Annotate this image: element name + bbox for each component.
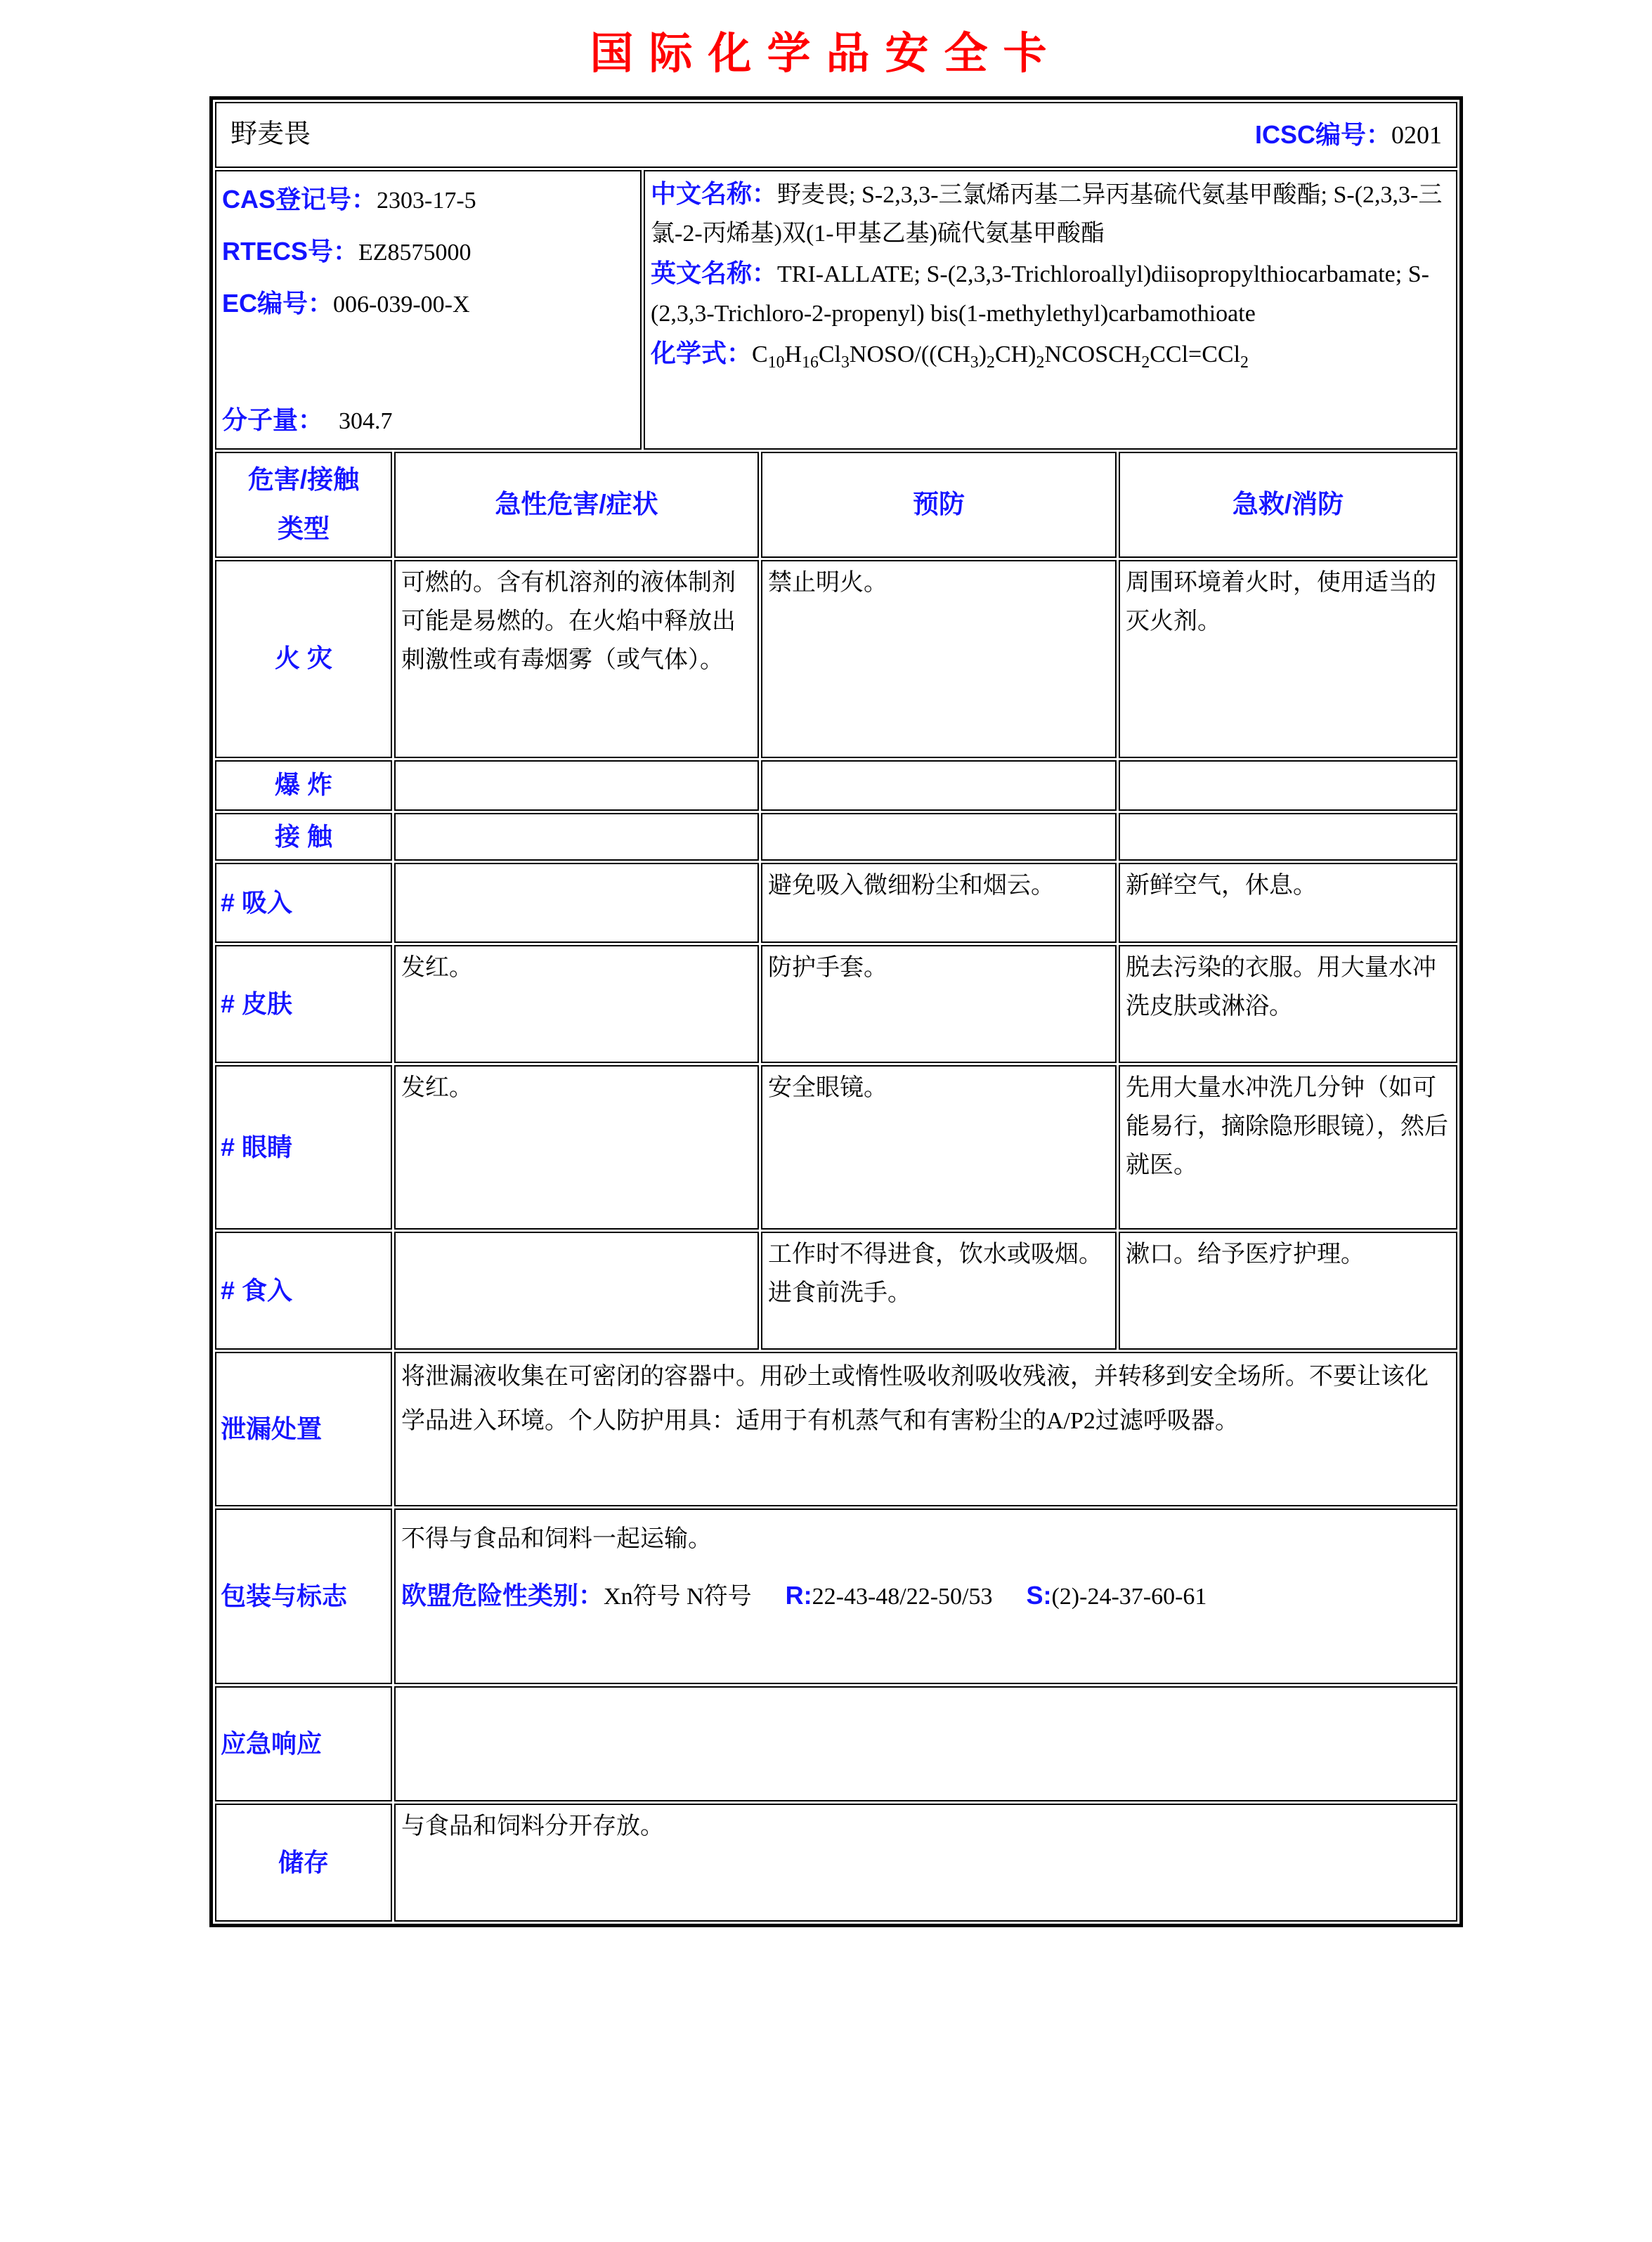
row-storage xyxy=(215,1804,1457,1922)
r-phrases xyxy=(785,1581,993,1610)
cas-line xyxy=(222,174,635,226)
eu-classification-line xyxy=(401,1567,1450,1625)
contact-type-label: 接 触 xyxy=(215,813,392,861)
header-hazard-type-line2: 类型 xyxy=(278,514,330,544)
inhalation-first-aid-cell: 新鲜空气，休息。 xyxy=(1119,863,1457,943)
header-prevention: 预防 xyxy=(761,452,1117,558)
fire-symptoms-cell: 可燃的。含有机溶剂的液体制剂可能是易燃的。在火焰中释放出刺激性或有毒烟雾（或气体）。 xyxy=(394,560,759,758)
eu-classification-label: 欧盟危险性类别： xyxy=(401,1581,604,1610)
spill-disposal-label: 泄漏处置 xyxy=(215,1352,392,1506)
rtecs-value: EZ8575000 xyxy=(358,239,471,266)
storage-text: 与食品和饲料分开存放。 xyxy=(394,1804,1457,1922)
inhalation-prevention-cell: 避免吸入微细粉尘和烟云。 xyxy=(761,863,1117,943)
icsc-number xyxy=(1255,115,1442,155)
row-ingestion xyxy=(215,1232,1457,1350)
page-title: 国际化学品安全卡 xyxy=(590,30,1062,78)
formula-label: 化学式： xyxy=(651,338,753,367)
skin-prevention-cell: 防护手套。 xyxy=(761,945,1117,1063)
ec-label: EC编号： xyxy=(222,288,334,318)
row-packaging-labelling xyxy=(215,1508,1457,1684)
header-hazard-type-line1: 危害/接触 xyxy=(247,465,360,494)
explosion-symptoms-cell xyxy=(394,760,759,811)
skin-first-aid-cell: 脱去污染的衣服。用大量水冲洗皮肤或淋浴。 xyxy=(1119,945,1457,1063)
english-name-value: TRI-ALLATE; S-(2,3,3-Trichloroallyl)diisopropylthiocarbamate; S-(2,3,3-Trichloro-2-propenyl) bis(1-methylethyl)carbamothioate xyxy=(651,261,1429,327)
fire-type-label: 火 灾 xyxy=(215,560,392,758)
molecular-weight-value: 304.7 xyxy=(339,408,393,435)
chinese-name-line xyxy=(651,174,1450,253)
eyes-prevention-cell: 安全眼镜。 xyxy=(761,1065,1117,1230)
cas-label: CAS登记号： xyxy=(222,185,377,214)
formula-value: $C_{10}H_{16}Cl_3NOSO/((CH_3)_2CH)_2NCOSCH_2CCl=CCl_2$ xyxy=(752,341,1249,372)
explosion-type-label: 爆 炸 xyxy=(215,760,392,811)
identifiers-row xyxy=(215,170,1457,450)
spill-disposal-text: 将泄漏液收集在可密闭的容器中。用砂土或惰性吸收剂吸收残液，并转移到安全场所。不要让该化学品进入环境。个人防护用具：适用于有机蒸气和有害粉尘的A/P2过滤呼吸器。 xyxy=(394,1352,1457,1506)
english-name-line xyxy=(651,253,1450,332)
rtecs-label: RTECS号： xyxy=(222,236,359,266)
icsc-card-table xyxy=(209,96,1463,1927)
formula-line xyxy=(651,333,1450,376)
packaging-transport-note: 不得与食品和饲料一起运输。 xyxy=(401,1525,712,1552)
header-acute-symptoms: 急性危害/症状 xyxy=(394,452,759,558)
hazard-header-row xyxy=(215,452,1457,558)
inhalation-symptoms-cell xyxy=(394,863,759,943)
s-phrases xyxy=(1026,1581,1207,1610)
row-eyes xyxy=(215,1065,1457,1230)
ec-value: 006-039-00-X xyxy=(333,291,470,318)
header-hazard-type xyxy=(215,452,392,558)
emergency-response-text xyxy=(394,1686,1457,1801)
inhalation-type-label: # 吸入 xyxy=(215,863,392,943)
storage-label: 储存 xyxy=(215,1804,392,1922)
skin-symptoms-cell: 发红。 xyxy=(394,945,759,1063)
packaging-labelling-label: 包装与标志 xyxy=(215,1508,392,1684)
explosion-first-aid-cell xyxy=(1119,760,1457,811)
s-phrases-value: (2)-24-37-60-61 xyxy=(1051,1584,1207,1610)
r-phrases-label: R: xyxy=(785,1581,812,1610)
ingestion-first-aid-cell: 漱口。给予医疗护理。 xyxy=(1119,1232,1457,1350)
ec-line xyxy=(222,278,635,330)
contact-symptoms-cell xyxy=(394,813,759,861)
eyes-type-label: # 眼睛 xyxy=(215,1065,392,1230)
card-header-row xyxy=(215,102,1457,168)
icsc-number-label: ICSC编号： xyxy=(1254,119,1391,149)
fire-first-aid-cell: 周围环境着火时，使用适当的灭火剂。 xyxy=(1119,560,1457,758)
row-contact xyxy=(215,813,1457,861)
eu-symbols: Xn符号 N符号 xyxy=(604,1584,752,1610)
fire-prevention-cell: 禁止明火。 xyxy=(761,560,1117,758)
molecular-weight-label: 分子量： xyxy=(222,405,324,435)
header-first-aid: 急救/消防 xyxy=(1119,452,1457,558)
r-phrases-value: 22-43-48/22-50/53 xyxy=(812,1584,993,1610)
skin-type-label: # 皮肤 xyxy=(215,945,392,1063)
chinese-name-label: 中文名称： xyxy=(651,179,778,208)
names-cell xyxy=(644,170,1457,450)
card-header-cell xyxy=(215,102,1457,168)
explosion-prevention-cell xyxy=(761,760,1117,811)
eyes-symptoms-cell: 发红。 xyxy=(394,1065,759,1230)
chinese-name-value: 野麦畏; S-2,3,3-三氯烯丙基二异丙基硫代氨基甲酸酯; S-(2,3,3-三氯-2-丙烯基)双(1-甲基乙基)硫代氨基甲酸酯 xyxy=(651,182,1443,247)
identifiers-cell xyxy=(215,170,642,450)
s-phrases-label: S: xyxy=(1026,1581,1052,1610)
row-explosion xyxy=(215,760,1457,811)
cas-value: 2303-17-5 xyxy=(377,188,476,214)
ingestion-symptoms-cell xyxy=(394,1232,759,1350)
packaging-labelling-text xyxy=(394,1508,1457,1684)
row-inhalation xyxy=(215,863,1457,943)
registry-numbers xyxy=(222,174,635,329)
ingestion-prevention-cell: 工作时不得进食，饮水或吸烟。进食前洗手。 xyxy=(761,1232,1117,1350)
substance-name: 野麦畏 xyxy=(230,119,311,150)
icsc-number-value: 0201 xyxy=(1391,120,1442,149)
row-emergency-response xyxy=(215,1686,1457,1801)
molecular-weight-line xyxy=(222,394,635,446)
contact-prevention-cell xyxy=(761,813,1117,861)
ingestion-type-label: # 食入 xyxy=(215,1232,392,1350)
contact-first-aid-cell xyxy=(1119,813,1457,861)
emergency-response-label: 应急响应 xyxy=(215,1686,392,1801)
english-name-label: 英文名称： xyxy=(651,259,778,288)
rtecs-line xyxy=(222,226,635,278)
row-skin xyxy=(215,945,1457,1063)
row-spill-disposal xyxy=(215,1352,1457,1506)
row-fire xyxy=(215,560,1457,758)
eyes-first-aid-cell: 先用大量水冲洗几分钟（如可能易行，摘除隐形眼镜），然后就医。 xyxy=(1119,1065,1457,1230)
